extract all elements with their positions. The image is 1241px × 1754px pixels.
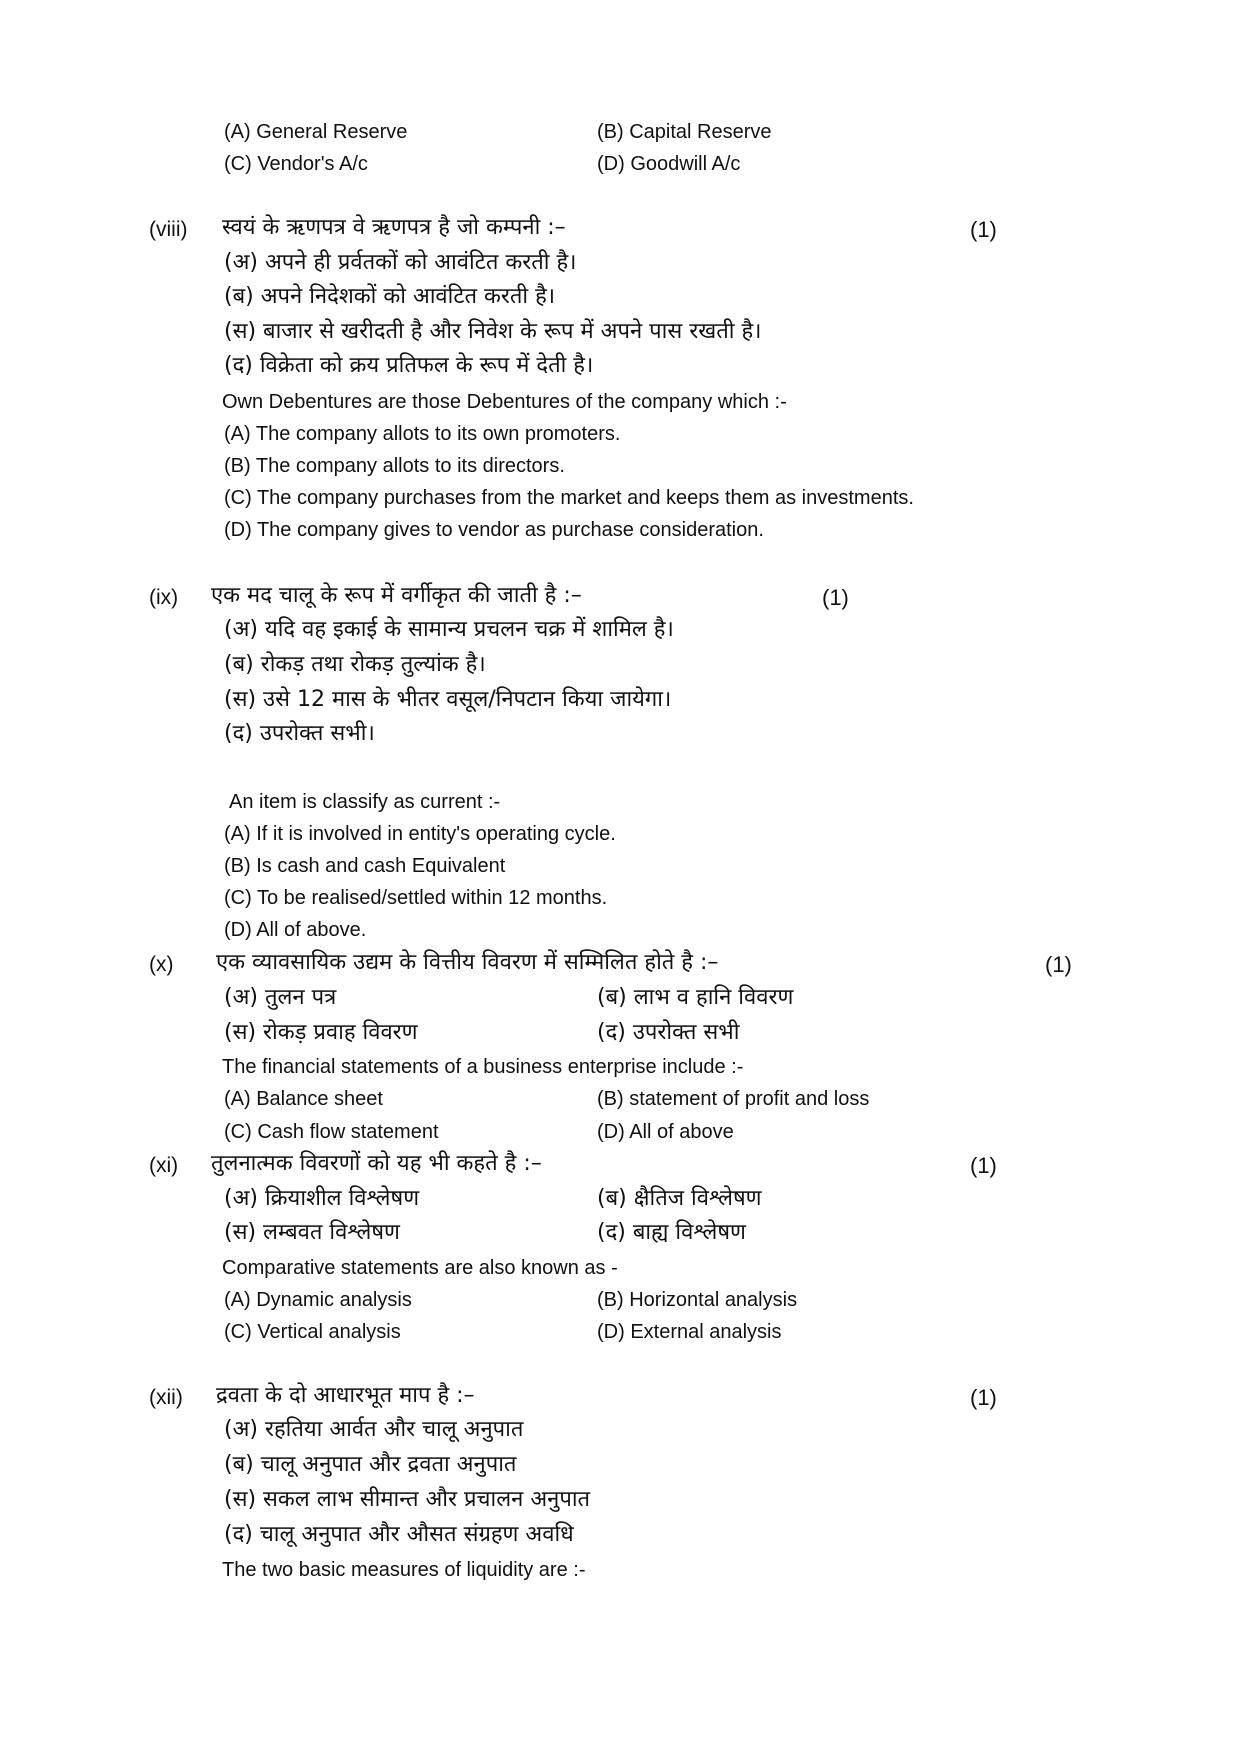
q-xi-english-stem: Comparative statements are also known as -: [222, 1257, 618, 1279]
q-viii-hindi-option-d: (द) विक्रेता को क्रय प्रतिफल के रूप में देती है।: [224, 353, 594, 378]
q-x-number: (x): [149, 953, 174, 976]
q-xi-hindi-option-b: (ब) क्षैतिज विश्लेषण: [597, 1186, 762, 1211]
q-viii-number: (viii): [149, 218, 188, 241]
q-ix-hindi-option-a: (अ) यदि वह इकाई के सामान्य प्रचलन चक्र में शामिल है।: [224, 617, 674, 642]
q-x-english-option-b: (B) statement of profit and loss: [597, 1088, 870, 1110]
q-xi-number: (xi): [149, 1154, 179, 1177]
q-xi-hindi-option-a: (अ) क्रियाशील विश्लेषण: [224, 1186, 420, 1211]
q-x-hindi-option-a: (अ) तुलन पत्र: [224, 985, 337, 1010]
q-x-hindi-option-d: (द) उपरोक्त सभी: [597, 1020, 740, 1045]
q-xii-marks: (1): [970, 1385, 997, 1410]
q-x-english-option-c: (C) Cash flow statement: [224, 1121, 439, 1143]
q-xii-hindi-stem: द्रवता के दो आधारभूत माप है :–: [216, 1383, 475, 1408]
q-xi-hindi-option-c: (स) लम्बवत विश्लेषण: [224, 1220, 400, 1245]
q-viii-english-option-a: (A) The company allots to its own promoters.: [224, 423, 621, 445]
q-xi-english-option-b: (B) Horizontal analysis: [597, 1289, 798, 1311]
q-ix-hindi-option-d: (द) उपरोक्त सभी।: [224, 721, 375, 746]
q-xi-hindi-option-d: (द) बाह्य विश्लेषण: [597, 1220, 746, 1245]
q-x-hindi-stem: एक व्यावसायिक उद्यम के वित्तीय विवरण में सम्मिलित होते है :–: [216, 950, 719, 975]
q-viii-hindi-option-c: (स) बाजार से खरीदती है और निवेश के रूप में अपने पास रखती है।: [224, 319, 762, 344]
q-vii-option-d: (D) Goodwill A/c: [597, 153, 741, 175]
q-ix-english-option-c: (C) To be realised/settled within 12 months.: [224, 887, 608, 909]
q-xi-marks: (1): [970, 1153, 997, 1178]
q-viii-hindi-option-b: (ब) अपने निदेशकों को आवंटित करती है।: [224, 284, 556, 309]
q-x-marks: (1): [1045, 952, 1072, 977]
q-ix-hindi-option-c: (स) उसे 12 मास के भीतर वसूल/निपटान किया जायेगा।: [224, 687, 672, 712]
q-xii-english-stem: The two basic measures of liquidity are :-: [222, 1559, 586, 1581]
q-xii-hindi-option-d: (द) चालू अनुपात और औसत संग्रहण अवधि: [224, 1522, 574, 1547]
q-vii-option-a: (A) General Reserve: [224, 121, 408, 143]
q-x-hindi-option-b: (ब) लाभ व हानि विवरण: [597, 985, 794, 1010]
q-viii-hindi-stem: स्वयं के ऋणपत्र वे ऋणपत्र है जो कम्पनी :–: [222, 215, 566, 240]
q-ix-hindi-option-b: (ब) रोकड़ तथा रोकड़ तुल्यांक है।: [224, 652, 486, 677]
q-viii-hindi-option-a: (अ) अपने ही प्रर्वतकों को आवंटित करती है।: [224, 250, 577, 275]
q-xi-english-option-c: (C) Vertical analysis: [224, 1321, 401, 1343]
q-viii-english-option-b: (B) The company allots to its directors.: [224, 455, 565, 477]
q-ix-marks: (1): [822, 585, 849, 610]
q-ix-number: (ix): [149, 586, 179, 609]
q-vii-option-b: (B) Capital Reserve: [597, 121, 772, 143]
q-ix-hindi-stem: एक मद चालू के रूप में वर्गीकृत की जाती है :–: [211, 583, 582, 608]
q-ix-english-option-b: (B) Is cash and cash Equivalent: [224, 855, 506, 877]
q-ix-english-option-d: (D) All of above.: [224, 919, 367, 941]
q-xii-hindi-option-a: (अ) रहतिया आर्वत और चालू अनुपात: [224, 1417, 524, 1442]
q-x-english-option-d: (D) All of above: [597, 1121, 734, 1143]
q-xi-english-option-d: (D) External analysis: [597, 1321, 782, 1343]
q-viii-marks: (1): [970, 217, 997, 242]
q-ix-english-stem: An item is classify as current :-: [229, 791, 501, 813]
q-viii-english-stem: Own Debentures are those Debentures of the company which :-: [222, 391, 787, 413]
q-vii-option-c: (C) Vendor's A/c: [224, 153, 368, 175]
q-xii-hindi-option-c: (स) सकल लाभ सीमान्त और प्रचालन अनुपात: [224, 1487, 591, 1512]
q-xii-number: (xii): [149, 1386, 183, 1409]
q-xi-english-option-a: (A) Dynamic analysis: [224, 1289, 412, 1311]
q-xii-hindi-option-b: (ब) चालू अनुपात और द्रवता अनुपात: [224, 1452, 517, 1477]
q-viii-english-option-c: (C) The company purchases from the market and keeps them as investments.: [224, 487, 914, 509]
q-ix-english-option-a: (A) If it is involved in entity's operating cycle.: [224, 823, 616, 845]
q-x-hindi-option-c: (स) रोकड़ प्रवाह विवरण: [224, 1020, 418, 1045]
q-xi-hindi-stem: तुलनात्मक विवरणों को यह भी कहते है :–: [211, 1151, 542, 1176]
q-x-english-stem: The financial statements of a business enterprise include :-: [222, 1056, 744, 1078]
q-viii-english-option-d: (D) The company gives to vendor as purchase consideration.: [224, 519, 764, 541]
q-x-english-option-a: (A) Balance sheet: [224, 1088, 383, 1110]
